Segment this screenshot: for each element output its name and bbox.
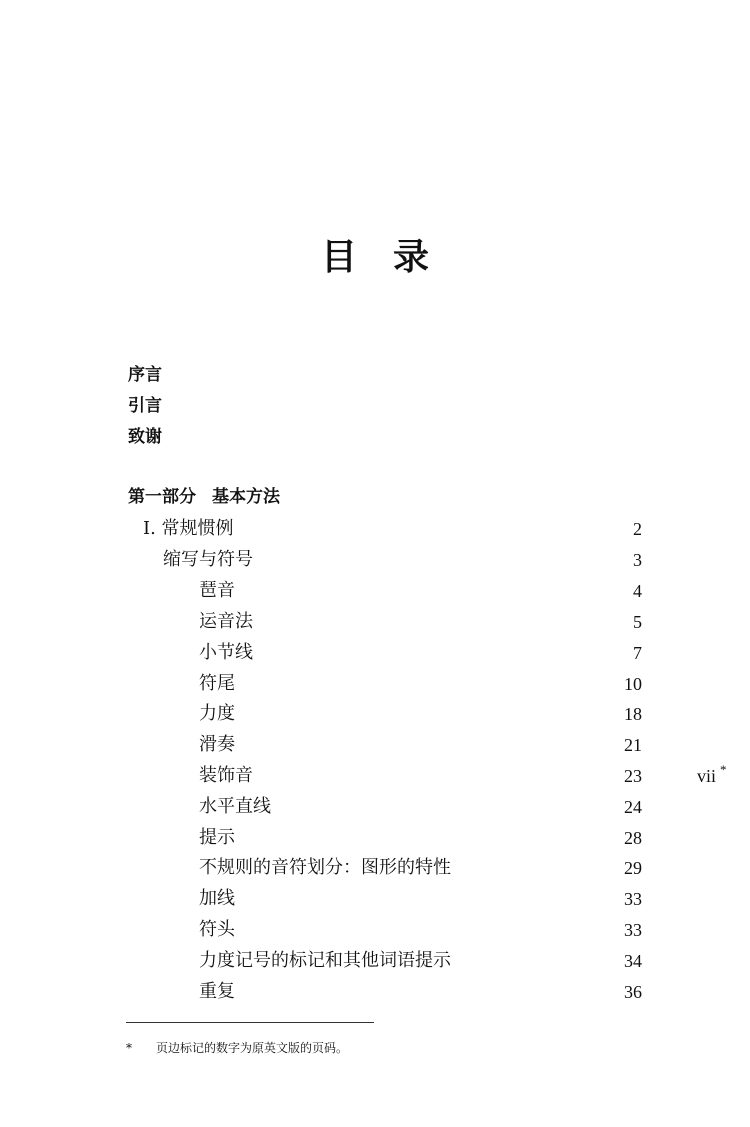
margin-asterisk: * xyxy=(720,762,727,777)
toc-section-row[interactable] xyxy=(163,548,642,572)
toc-section-page: 3 xyxy=(633,550,642,570)
toc-entry-label: 装饰音 xyxy=(199,765,253,786)
footnote-marker: * xyxy=(126,1041,132,1055)
toc-entry-row[interactable] xyxy=(199,702,642,726)
toc-entry-row[interactable] xyxy=(199,610,642,634)
margin-page-number: vii xyxy=(697,766,717,786)
toc-entry-label: 不规则的音符划分：图形的特性 xyxy=(199,857,451,878)
part-name: 基本方法 xyxy=(212,487,280,507)
toc-entry-row[interactable] xyxy=(199,887,642,911)
toc-entry-label: 力度记号的标记和其他词语提示 xyxy=(199,950,451,971)
toc-entry-page: 4 xyxy=(633,581,642,601)
toc-entry-row[interactable] xyxy=(199,764,642,788)
toc-entry-page: 34 xyxy=(624,951,642,971)
toc-entry-page: 10 xyxy=(624,674,642,694)
toc-entry-label: 符头 xyxy=(199,919,235,940)
toc-chapter-row[interactable] xyxy=(143,517,642,541)
toc-entry-row[interactable] xyxy=(199,949,642,973)
toc-entry-row[interactable] xyxy=(199,672,642,696)
toc-entry-row[interactable] xyxy=(199,733,642,757)
toc-entry-label: 力度 xyxy=(199,703,235,724)
toc-entry-page: 18 xyxy=(624,704,642,724)
toc-entry-label: 水平直线 xyxy=(199,796,271,817)
page-title: 目 录 xyxy=(320,237,429,278)
toc-entry-page: 33 xyxy=(624,920,642,940)
toc-entry-label: 小节线 xyxy=(199,642,253,663)
toc-chapter-page: 2 xyxy=(633,519,642,539)
front-matter-acknowledgements[interactable]: 致谢 xyxy=(128,427,162,447)
toc-entry-page: 21 xyxy=(624,735,642,755)
toc-entry-page: 29 xyxy=(624,858,642,878)
front-matter-preface[interactable]: 序言 xyxy=(128,365,162,385)
footnote-divider xyxy=(126,1022,374,1023)
toc-entry-label: 滑奏 xyxy=(199,734,235,755)
toc-entry-row[interactable] xyxy=(199,826,642,850)
toc-entry-label: 提示 xyxy=(199,827,235,848)
footnote xyxy=(126,1039,348,1057)
toc-entry-label: 加线 xyxy=(199,888,235,909)
toc-entry-row[interactable] xyxy=(199,918,642,942)
toc-entry-row[interactable] xyxy=(199,579,642,603)
footnote-text: 页边标记的数字为原英文版的页码。 xyxy=(156,1041,349,1055)
toc-entry-row[interactable] xyxy=(199,856,642,880)
toc-chapter-label: I. 常规惯例 xyxy=(143,518,234,539)
toc-entry-page: 7 xyxy=(633,643,642,663)
margin-page-marker xyxy=(697,764,727,790)
toc-entry-label: 琶音 xyxy=(199,580,235,601)
part-label: 第一部分 xyxy=(128,487,196,507)
front-matter-introduction[interactable]: 引言 xyxy=(128,396,162,416)
toc-entry-page: 33 xyxy=(624,889,642,909)
toc-entry-row[interactable] xyxy=(199,980,642,1004)
toc-entry-label: 重复 xyxy=(199,981,235,1002)
toc-entry-row[interactable] xyxy=(199,641,642,665)
toc-entry-label: 符尾 xyxy=(199,673,235,694)
toc-entry-page: 28 xyxy=(624,828,642,848)
toc-entry-row[interactable] xyxy=(199,795,642,819)
toc-entry-page: 5 xyxy=(633,612,642,632)
toc-entry-label: 运音法 xyxy=(199,611,253,632)
toc-entry-page: 36 xyxy=(624,982,642,1002)
part-heading xyxy=(128,486,280,508)
toc-entry-page: 24 xyxy=(624,797,642,817)
toc-entry-page: 23 xyxy=(624,766,642,786)
toc-section-label: 缩写与符号 xyxy=(163,549,253,570)
